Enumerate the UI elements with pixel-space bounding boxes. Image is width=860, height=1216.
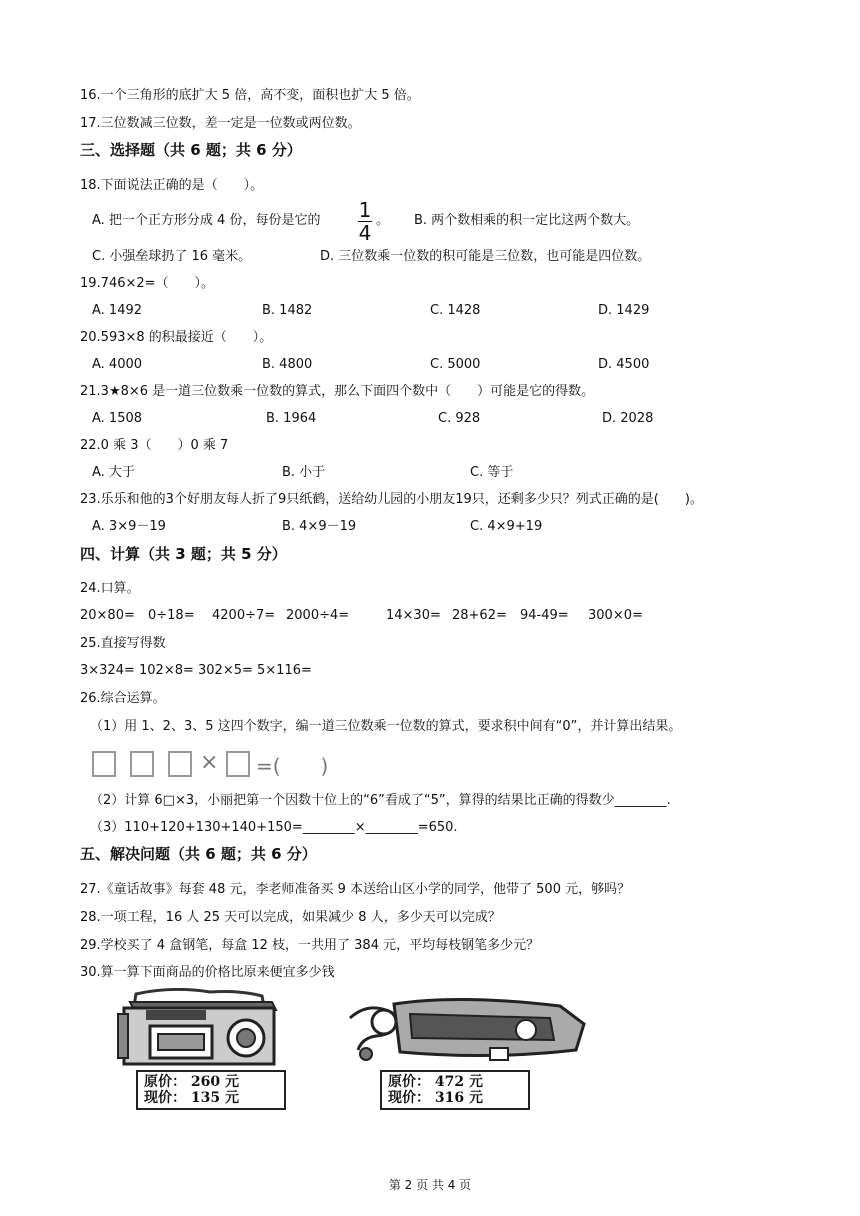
digit-box (168, 751, 192, 777)
q20-option-c: C. 5000 (430, 357, 481, 372)
q18-option-a: A. 把一个正方形分成 4 份，每份是它的 (92, 213, 321, 228)
question-20-stem: 20.593×8 的积最接近（ ）。 (80, 330, 273, 345)
q19-option-a: A. 1492 (92, 303, 143, 318)
fraction-denominator: 4 (358, 221, 372, 245)
oral-calc-item: 94-49= (520, 608, 569, 623)
q19-option-c: C. 1428 (430, 303, 481, 318)
times-sign: × (200, 750, 219, 775)
q23-option-c: C. 4×9+19 (470, 519, 543, 534)
oral-calc-item: 14×30= (386, 608, 441, 623)
q20-option-d: D. 4500 (598, 357, 650, 372)
q22-option-b: B. 小于 (282, 465, 326, 480)
radio-cassette-illustration (112, 988, 284, 1068)
question-22-stem: 22.0 乘 3（ ）0 乘 7 (80, 438, 229, 453)
question-28: 28.一项工程，16 人 25 天可以完成，如果减少 8 人，多少天可以完成？ (80, 910, 501, 925)
q19-option-b: B. 1482 (262, 303, 313, 318)
q26-part-1: （1）用 1、2、3、5 这四个数字，编一道三位数乘一位数的算式，要求积中间有“0”，并计算出结果。 (90, 719, 682, 734)
digit-box (92, 751, 116, 777)
section-4-heading: 四、计算（共 3 题；共 5 分） (80, 545, 287, 563)
current-price: 现价： 316 元 (388, 1090, 483, 1106)
oral-calc-item: 300×0= (588, 608, 643, 623)
q20-option-a: A. 4000 (92, 357, 143, 372)
question-19-stem: 19.746×2=（ ）。 (80, 276, 215, 291)
oral-calc-item: 20×80= (80, 608, 135, 623)
original-price: 原价： 472 元 (388, 1074, 483, 1090)
oral-calc-item: 0÷18= (148, 608, 195, 623)
q21-option-d: D. 2028 (602, 411, 654, 426)
q22-option-a: A. 大于 (92, 465, 135, 480)
q20-option-b: B. 4800 (262, 357, 313, 372)
digit-box (226, 751, 250, 777)
cd-player-illustration (340, 994, 588, 1070)
q25-problems: 3×324= 102×8= 302×5= 5×116= (80, 663, 312, 678)
question-18-stem: 18.下面说法正确的是（ ）。 (80, 178, 264, 193)
price-tag-radio (136, 1070, 286, 1110)
q22-option-c: C. 等于 (470, 465, 514, 480)
q21-option-a: A. 1508 (92, 411, 143, 426)
oral-calc-item: 2000÷4= (286, 608, 350, 623)
question-23-stem: 23.乐乐和他的3个好朋友每人折了9只纸鹤，送给幼儿园的小朋友19只，还剩多少只？列式正确的是( )。 (80, 492, 703, 507)
fraction-numerator: 1 (358, 198, 372, 222)
question-29: 29.学校买了 4 盒钢笔，每盒 12 枝，一共用了 384 元，平均每枝钢笔多少元？ (80, 938, 540, 953)
question-21-stem: 21.3★8×6 是一道三位数乘一位数的算式，那么下面四个数中（ ）可能是它的得数。 (80, 384, 595, 399)
question-27: 27.《童话故事》每套 48 元，李老师准备买 9 本送给山区小学的同学，他带了 500 元，够吗？ (80, 882, 631, 897)
q21-option-b: B. 1964 (266, 411, 317, 426)
section-3-heading: 三、选择题（共 6 题；共 6 分） (80, 141, 302, 159)
q26-part-3: （3）110+120+130+140+150=________×________=650. (90, 820, 458, 835)
question-25-stem: 25.直接写得数 (80, 636, 166, 651)
question-30: 30.算一算下面商品的价格比原来便宜多少钱 (80, 965, 335, 980)
current-price: 现价： 135 元 (144, 1090, 239, 1106)
original-price: 原价： 260 元 (144, 1074, 239, 1090)
q23-option-b: B. 4×9－19 (282, 519, 357, 534)
page-footer: 第 2 页 共 4 页 (388, 1178, 472, 1192)
q26-part-2: （2）计算 6□×3，小丽把第一个因数十位上的“6”看成了“5”，算得的结果比正确的得数少________. (90, 793, 671, 808)
q18-option-d: D. 三位数乘一位数的积可能是三位数，也可能是四位数。 (320, 249, 651, 264)
q18-fraction (358, 200, 372, 243)
price-tag-cd-player (380, 1070, 530, 1110)
question-17: 17.三位数减三位数，差一定是一位数或两位数。 (80, 116, 361, 131)
q21-option-c: C. 928 (438, 411, 481, 426)
equals-paren: =( ) (256, 754, 329, 778)
q19-option-d: D. 1429 (598, 303, 650, 318)
section-5-heading: 五、解决问题（共 6 题；共 6 分） (80, 845, 317, 863)
question-26-stem: 26.综合运算。 (80, 691, 166, 706)
oral-calc-item: 4200÷7= (212, 608, 276, 623)
q18-option-b: B. 两个数相乘的积一定比这两个数大。 (414, 213, 640, 228)
q18-option-a-end: 。 (376, 213, 390, 228)
question-24-stem: 24.口算。 (80, 581, 140, 596)
q18-option-c: C. 小强垒球扔了 16 毫米。 (92, 249, 252, 264)
question-16: 16.一个三角形的底扩大 5 倍，高不变，面积也扩大 5 倍。 (80, 88, 420, 103)
q23-option-a: A. 3×9－19 (92, 519, 166, 534)
digit-box (130, 751, 154, 777)
oral-calc-item: 28+62= (452, 608, 507, 623)
